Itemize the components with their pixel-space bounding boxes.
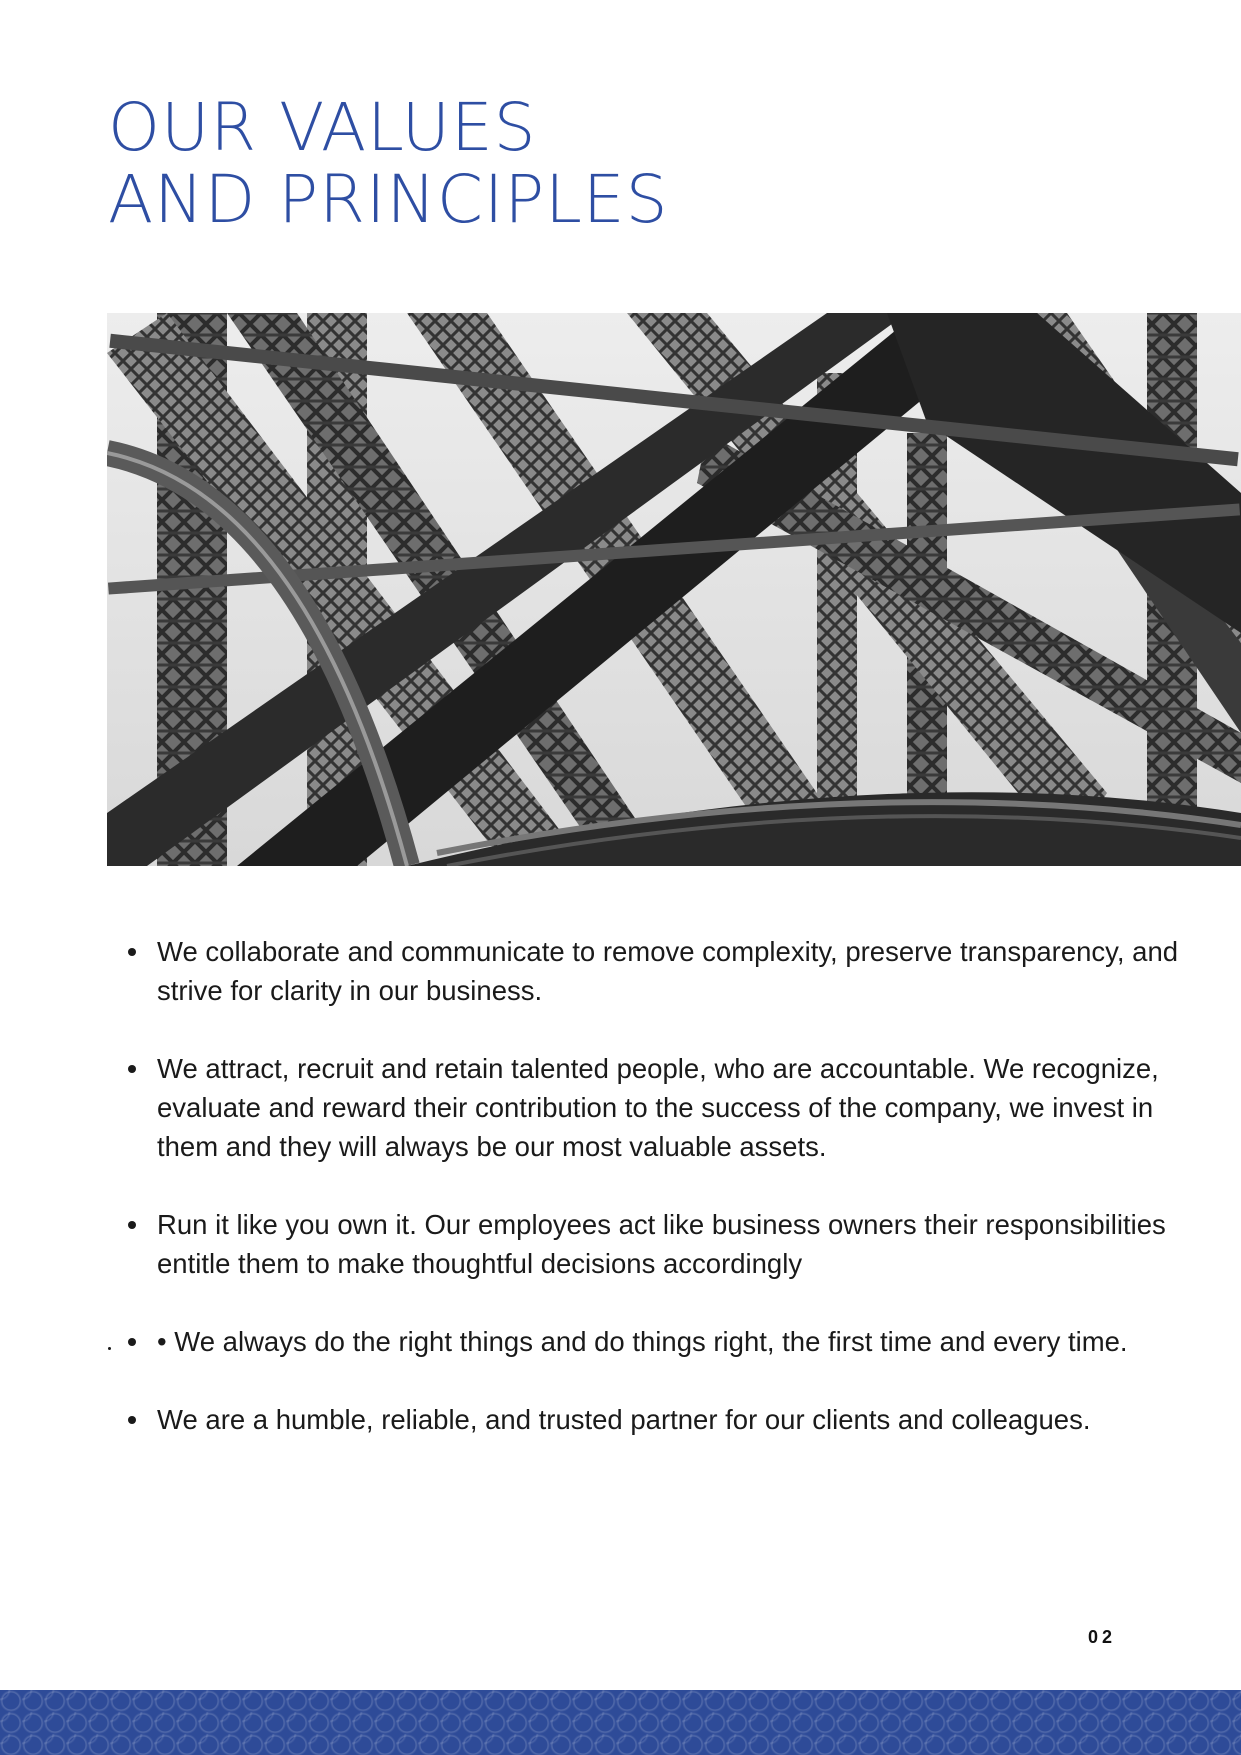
list-item: • We always do the right things and do things right, the first time and every time. <box>108 1322 1188 1361</box>
stray-dot <box>108 1347 111 1350</box>
page-title <box>108 89 669 238</box>
values-list <box>108 932 1188 1478</box>
bridge-photo <box>107 313 1241 866</box>
list-item: We are a humble, reliable, and trusted partner for our clients and colleagues. <box>108 1400 1188 1439</box>
page-title-line-2: AND PRINCIPLES <box>108 161 669 238</box>
footer-band <box>0 1690 1241 1755</box>
page-title-line-1: OUR VALUES <box>108 89 537 166</box>
list-item: We collaborate and communicate to remove complexity, preserve transparency, and strive for clarity in our business. <box>108 932 1188 1010</box>
list-item: We attract, recruit and retain talented people, who are accountable. We recognize, evaluate and reward their contribution to the success of the company, we invest in them and they will always be our most valuable assets. <box>108 1049 1188 1166</box>
list-item: Run it like you own it. Our employees act like business owners their responsibilities entitle them to make thoughtful decisions accordingly <box>108 1205 1188 1283</box>
page-number: 02 <box>1088 1627 1117 1647</box>
bridge-truss-image <box>107 313 1241 866</box>
